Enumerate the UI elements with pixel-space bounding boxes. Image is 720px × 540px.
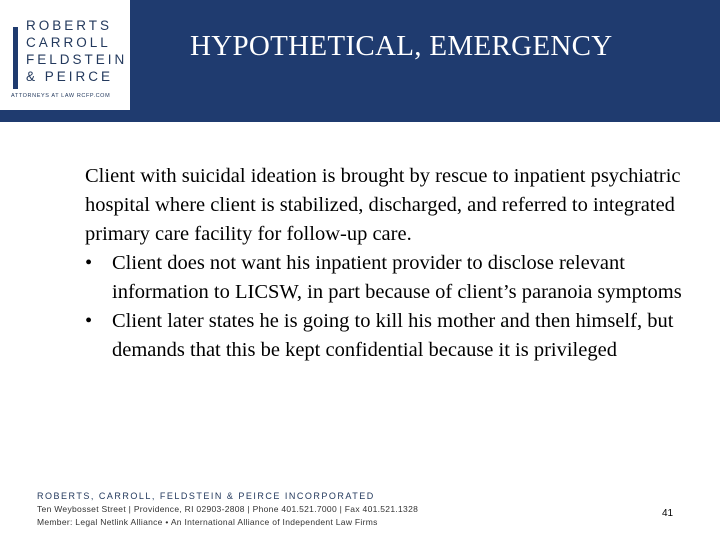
- bullet-symbol: •: [85, 252, 93, 274]
- firm-logo: [0, 0, 130, 110]
- bullet-symbol: •: [85, 310, 93, 332]
- page-number: 41: [662, 508, 674, 519]
- logo-accent-bar: [13, 27, 18, 89]
- logo-line-2: CARROLL: [26, 35, 111, 50]
- bullet-text: Client does not want his inpatient provider to disclose relevant information to LICSW, in part because of client’s paranoia symptoms: [112, 252, 682, 303]
- slide-title: HYPOTHETICAL, EMERGENCY: [190, 30, 613, 62]
- footer-membership: Member: Legal Netlink Alliance • An International Alliance of Independent Law Firms: [37, 517, 378, 527]
- intro-paragraph: Client with suicidal ideation is brought by rescue to inpatient psychiatric hospital where client is stabilized, discharged, and referred to integrated primary care facility for follow-up care.: [85, 165, 681, 245]
- bullet-item: [85, 307, 690, 365]
- slide-footer: [37, 490, 557, 529]
- bullet-list: [85, 249, 690, 365]
- logo-line-4: & PEIRCE: [26, 69, 114, 84]
- slide-body: [85, 162, 690, 365]
- logo-line-1: ROBERTS: [26, 18, 113, 33]
- footer-address: Ten Weybosset Street | Providence, RI 02903-2808 | Phone 401.521.7000 | Fax 401.521.1328: [37, 504, 419, 514]
- logo-tagline: ATTORNEYS AT LAW RCFP.COM: [11, 93, 111, 99]
- bullet-item: [85, 249, 690, 307]
- logo-line-3: FELDSTEIN: [26, 52, 128, 67]
- footer-firm-name: ROBERTS, CARROLL, FELDSTEIN & PEIRCE INCORPORATED: [37, 491, 375, 501]
- header-bar: [0, 0, 720, 122]
- bullet-text: Client later states he is going to kill his mother and then himself, but demands that this be kept confidential because it is privileged: [112, 310, 674, 361]
